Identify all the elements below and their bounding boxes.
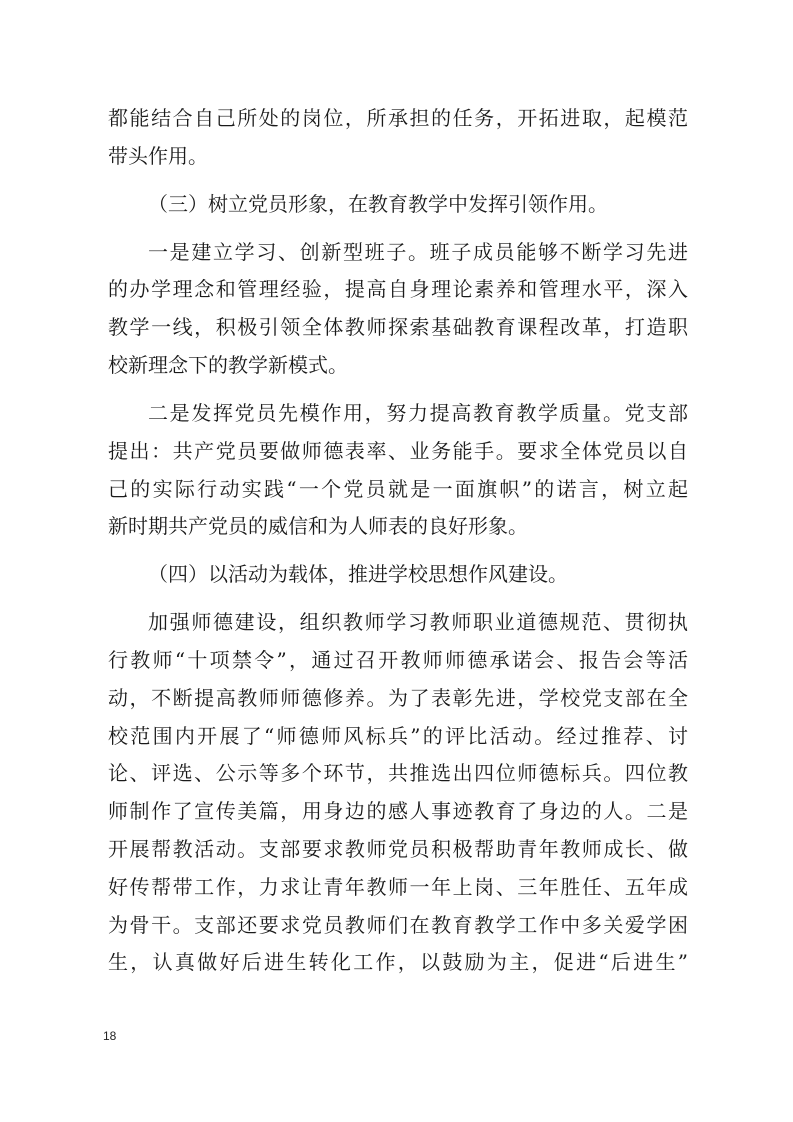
section-heading: （四）以活动为载体，推进学校思想作风建设。: [148, 562, 568, 586]
body-line: 二是发挥党员先模作用，努力提高教育教学质量。党支部: [148, 401, 688, 425]
body-line: 行教师“十项禁令”，通过召开教师师德承诺会、报告会等活: [108, 648, 688, 672]
body-line: 论、评选、公示等多个环节，共推选出四位师德标兵。四位教: [108, 761, 688, 785]
body-line: 新时期共产党员的威信和为人师表的良好形象。: [108, 514, 528, 538]
body-line: 生，认真做好后进生转化工作，以鼓励为主，促进“后进生”: [108, 950, 688, 974]
body-line: 己的实际行动实践“一个党员就是一面旗帜”的诺言，树立起: [108, 477, 688, 501]
page-number: 18: [103, 1029, 117, 1043]
body-line: 提出：共产党员要做师德表率、业务能手。要求全体党员以自: [108, 439, 688, 463]
body-line: 动，不断提高教师师德修养。为了表彰先进，学校党支部在全: [108, 686, 688, 710]
body-line: 开展帮教活动。支部要求教师党员积极帮助青年教师成长、做: [108, 837, 688, 861]
body-line: 一是建立学习、创新型班子。班子成员能够不断学习先进: [148, 240, 688, 264]
body-line: 教学一线，积极引领全体教师探索基础教育课程改革，打造职: [108, 315, 688, 339]
body-line: 带头作用。: [108, 144, 208, 168]
body-line: 为骨干。支部还要求党员教师们在教育教学工作中多关爱学困: [108, 913, 688, 937]
body-line: 校范围内开展了“师德师风标兵”的评比活动。经过推荐、讨: [108, 724, 688, 748]
body-line: 师制作了宣传美篇，用身边的感人事迹教育了身边的人。二是: [108, 799, 688, 823]
body-line: 的办学理念和管理经验，提高自身理论素养和管理水平，深入: [108, 277, 688, 301]
section-heading: （三）树立党员形象，在教育教学中发挥引领作用。: [148, 192, 608, 216]
body-line: 加强师德建设，组织教师学习教师职业道德规范、贯彻执: [148, 610, 688, 634]
body-line: 都能结合自己所处的岗位，所承担的任务，开拓进取，起模范: [108, 106, 688, 130]
body-line: 好传帮带工作，力求让青年教师一年上岗、三年胜任、五年成: [108, 875, 688, 899]
body-line: 校新理念下的教学新模式。: [108, 353, 348, 377]
